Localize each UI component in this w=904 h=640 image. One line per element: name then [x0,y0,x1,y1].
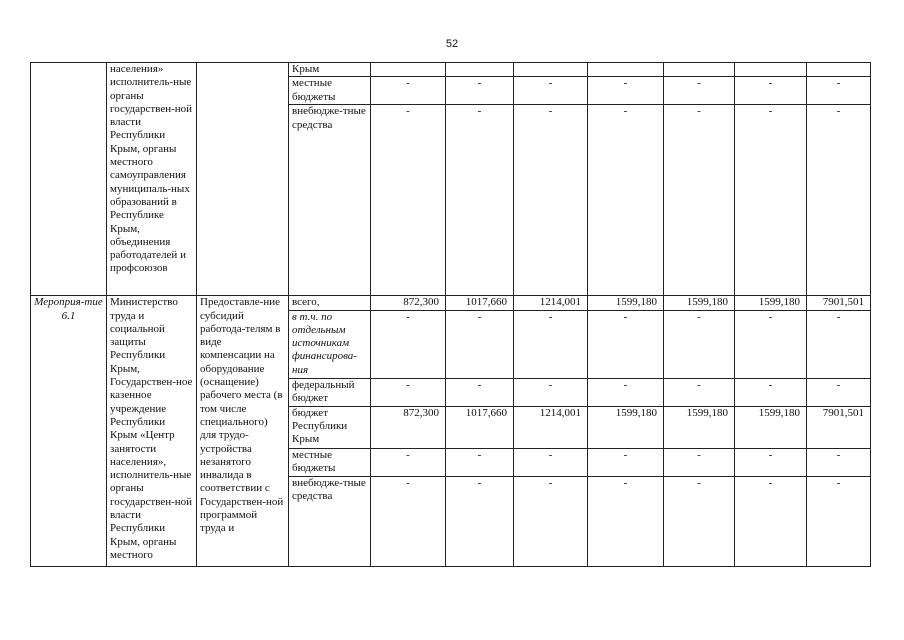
source-cell: в т.ч. по отдельным источникам финансирова-ния [289,310,371,378]
value-cell: - [446,378,514,406]
source-cell: федеральный бюджет [289,378,371,406]
value-cell: 1599,180 [664,406,735,448]
executor-cell: населения» исполнитель-ные органы государствен-ной власти Республики Крым, органы местного самоуправления муниципаль-ных образований в Республике Крым, объединения работодателей и профсоюзов [107,63,197,296]
value-cell: - [588,105,664,296]
value-cell: - [371,378,446,406]
value-cell: - [735,476,807,566]
value-cell: - [664,105,735,296]
value-cell: - [514,77,588,105]
value-cell: 7901,501 [807,406,871,448]
value-cell: - [514,448,588,476]
value-cell: 7901,501 [807,296,871,310]
value-cell: - [807,310,871,378]
source-cell: внебюдже-тные средства [289,105,371,296]
value-cell: - [514,310,588,378]
value-cell: 872,300 [371,296,446,310]
value-cell: 1599,180 [735,296,807,310]
executor-cell: Министерство труда и социальной защиты Республики Крым, Государствен-ное казенное учреждение Республики Крым «Центр занятости населения», исполнитель-ные органы государствен-ной власти Республики Крым, органы местного [107,296,197,567]
source-cell: Крым [289,63,371,77]
value-cell: - [664,448,735,476]
measure-label: Мероприя-тие 6.1 [31,296,107,567]
value-cell: 1214,001 [514,406,588,448]
value-cell: - [807,378,871,406]
description-cell: Предоставле-ние субсидий работода-телям в виде компенсации на оборудование (оснащение) рабочего места (в том числе специального) для трудо-устройства незанятого инвалида в соответствии с Государствен-ной программой труда и [197,296,289,567]
source-cell: всего, [289,296,371,310]
value-cell: - [588,77,664,105]
value-cell: - [807,77,871,105]
value-cell: - [735,448,807,476]
value-cell: - [588,378,664,406]
value-cell: - [664,476,735,566]
value-cell: - [588,310,664,378]
value-cell: - [514,378,588,406]
value-cell: - [664,378,735,406]
value-cell: 1599,180 [588,296,664,310]
value-cell: - [807,448,871,476]
value-cell: - [446,105,514,296]
value-cell: 1599,180 [664,296,735,310]
value-cell: - [371,310,446,378]
value-cell: - [514,105,588,296]
description-cell [197,63,289,296]
value-cell: - [735,77,807,105]
value-cell: - [514,476,588,566]
value-cell: 1599,180 [588,406,664,448]
source-cell: бюджет Республики Крым [289,406,371,448]
value-cell: - [371,105,446,296]
value-cell: - [588,476,664,566]
value-cell: - [664,77,735,105]
table-row [31,296,881,310]
value-cell: - [446,476,514,566]
value-cell: 1017,660 [446,406,514,448]
value-cell: 1017,660 [446,296,514,310]
value-cell: - [664,310,735,378]
value-cell: - [807,105,871,296]
value-cell: - [446,448,514,476]
value-cell: - [371,476,446,566]
page-number: 52 [445,38,459,50]
value-cell: - [735,378,807,406]
value-cell: - [588,448,664,476]
source-cell: местные бюджеты [289,77,371,105]
value-cell: 1599,180 [735,406,807,448]
value-cell: - [371,77,446,105]
source-cell: местные бюджеты [289,448,371,476]
source-cell: внебюдже-тные средства [289,476,371,566]
cell-empty [31,63,107,296]
value-cell: - [807,476,871,566]
table-row [31,63,881,77]
value-cell: - [735,105,807,296]
value-cell: - [446,310,514,378]
value-cell: 1214,001 [514,296,588,310]
budget-table [30,62,880,567]
value-cell: - [371,448,446,476]
value-cell: 872,300 [371,406,446,448]
value-cell: - [446,77,514,105]
value-cell: - [735,310,807,378]
